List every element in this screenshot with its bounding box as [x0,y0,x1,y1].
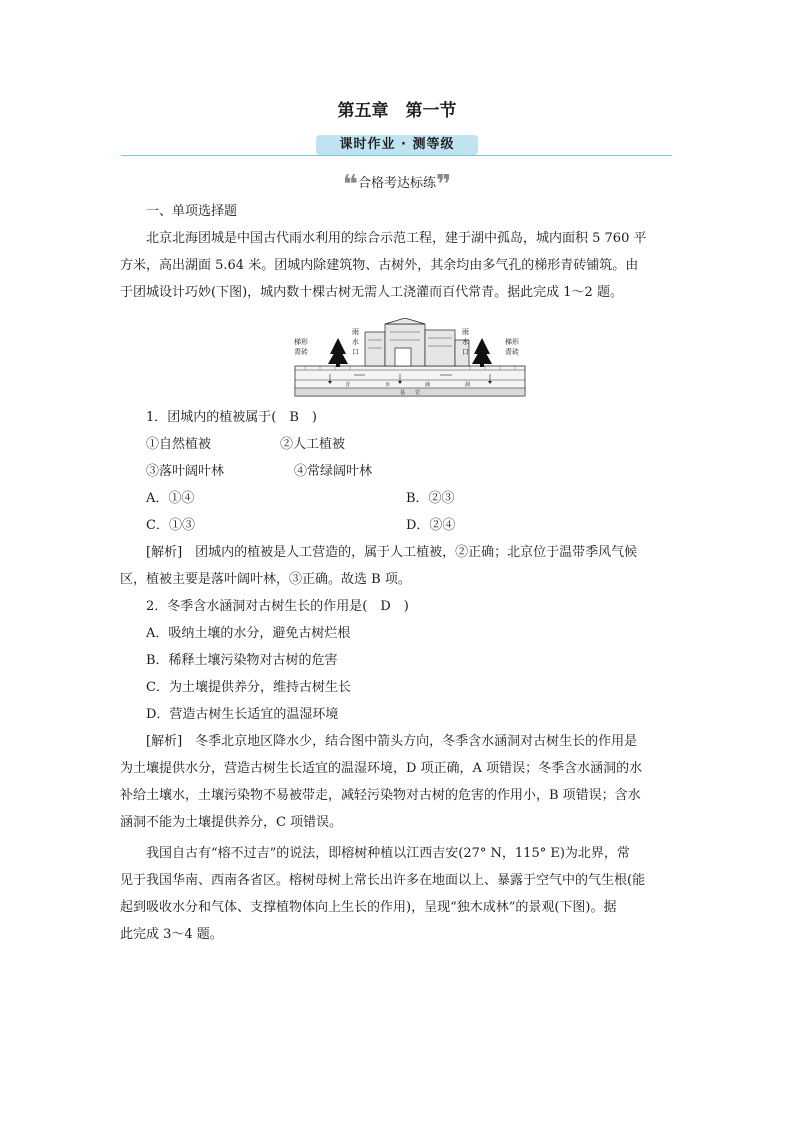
q1-option-c: C．①③ [146,518,195,533]
q1-option-b: B．②③ [406,491,455,506]
right-label-a: 梯形 [505,338,519,346]
rain-left-1: 雨 [352,328,359,336]
q2-analysis-line: 补给土壤水，土壤污染物不易被带走，减轻污染物对古树的危害的作用小，B 项错误；含水 [120,788,641,803]
q2-option-b: B．稀释土壤污染物对古树的危害 [146,653,338,668]
chapter-title: 第五章 第一节 [337,101,457,121]
q1-options-row [146,490,675,508]
intro1-line: 方米，高出湖面 5.64 米。团城内除建筑物、古树外，其余均由多气孔的梯形青砖铺筑。由 [120,258,639,273]
q1-analysis-line: [解析] 团城内的植被是人工营造的，属于人工植被，②正确；北京位于温带季风气候 [146,545,638,560]
q1-option-a: A．①④ [146,491,195,506]
q2-analysis-line: 为土壤提供水分，营造古树生长适宜的温湿环境，D 项正确，A 项错误；冬季含水涵洞的水 [120,761,643,776]
channel-label-1: 含 [345,382,351,388]
q2-option-a: A．吸纳土壤的水分，避免古树烂根 [146,626,351,641]
q1-choice-1: ①自然植被 [146,437,212,452]
intro2-line: 起到吸收水分和气体、支撑植物体向上生长的作用)，呈现“独木成林”的景观(下图)。据 [120,900,617,915]
q1-analysis-line: 区，植被主要是落叶阔叶林，③正确。故选 B 项。 [120,572,411,587]
q1-options-row [146,517,675,535]
part-heading: 一、单项选择题 [146,204,238,219]
right-label-b: 青砖 [505,348,519,356]
q2-analysis-line: [解析] 冬季北京地区降水少，结合图中箭头方向，冬季含水涵洞对古树生长的作用是 [146,734,638,749]
q1-choice-4: ④常绿阔叶林 [294,464,373,479]
rain-left-3: 口 [352,348,359,356]
left-label-b: 青砖 [294,348,308,356]
tuancheng-diagram [290,318,530,400]
channel-label-2: 水 [385,382,391,388]
q2-analysis-line: 涵洞不能为土壤提供养分，C 项错误。 [120,815,343,830]
rain-right-3: 口 [462,348,469,356]
q2-option-c: C．为土壤提供养分，维持古树生长 [146,680,351,695]
section-banner-text: 合格考达标练 [357,176,436,191]
intro2-line: 我国自古有“榕不过吉”的说法，即榕树种植以江西吉安(27° N，115° E)为北界，常 [146,846,630,861]
intro2-line: 见于我国华南、西南各省区。榕树母树上常长出许多在地面以上、暴露于空气中的气生根(能 [120,873,646,888]
q1-choice-3: ③落叶阔叶林 [146,464,225,479]
left-label-a: 梯形 [294,338,308,346]
q1-option-d: D．②④ [406,518,456,533]
header-rule [121,155,672,156]
intro2-line: 此完成 3～4 题。 [120,927,223,942]
q1-choice-2: ②人工植被 [280,437,346,452]
q1-stem: 1．团城内的植被属于( B ) [146,410,317,425]
channel-label-4: 洞 [465,382,471,388]
q2-option-d: D．营造古树生长适宜的温湿环境 [146,707,339,722]
rain-right-2: 水 [462,338,469,346]
q1-choice-row [146,463,675,481]
open-quote-icon: ❝ [342,170,358,200]
q2-stem: 2．冬季含水涵洞对古树生长的作用是( D ) [146,599,409,614]
intro1-line: 北京北海团城是中国古代雨水利用的综合示范工程，建于湖中孤岛，城内面积 5 760 平 [146,231,647,246]
homework-badge: 课时作业 · 测等级 [316,135,478,155]
rain-right-1: 雨 [462,328,469,336]
bedrock-label: 基 岩 [400,390,421,396]
close-quote-icon: ❞ [436,170,452,200]
section-banner [0,170,794,200]
rain-left-2: 水 [352,338,359,346]
channel-label-3: 涵 [425,382,431,388]
intro1-line: 于团城设计巧妙(下图)，城内数十棵古树无需人工浇灌而百代常青。据此完成 1～2 题。 [120,285,623,300]
q1-choice-row [146,436,675,454]
